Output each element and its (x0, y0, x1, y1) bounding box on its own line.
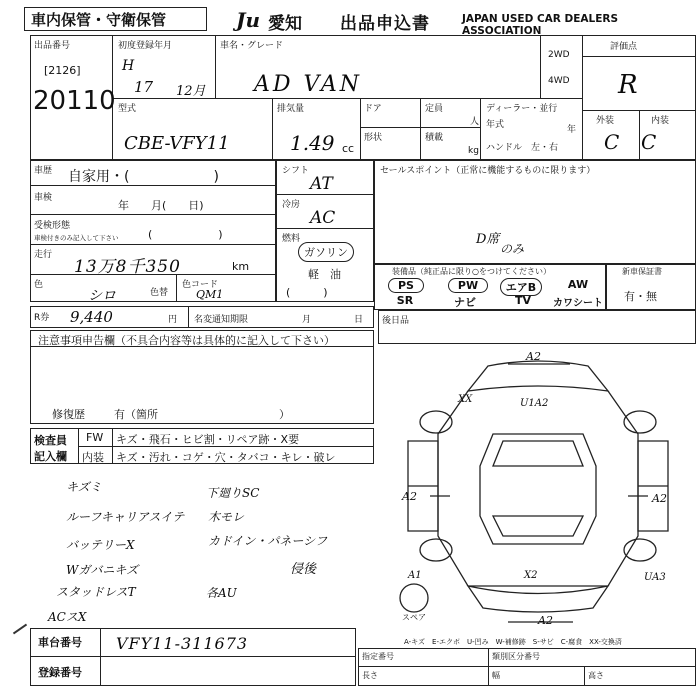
sales-point-note1: D席 (476, 232, 500, 247)
name-change-day: 日 (354, 315, 364, 325)
width-label: 幅 (492, 671, 500, 680)
registration-era: H (122, 58, 135, 74)
height-label: 高さ (588, 671, 604, 680)
capacity-unit: 人 (470, 117, 480, 127)
damage-mark-2: XX (458, 394, 473, 405)
equip-tv: TV (514, 294, 532, 307)
recycle-unit: 円 (168, 315, 178, 325)
length-label: 長さ (362, 671, 378, 680)
aircon-label: 冷房 (282, 200, 301, 210)
equip-ps: PS (388, 278, 424, 293)
warranty-value: 有・無 (624, 290, 657, 303)
shape-label: 形状 (364, 133, 383, 143)
equipment-label: 装備品（純正品に限り○をつけてください） (392, 267, 551, 276)
exterior-label: 外装 (596, 116, 615, 126)
hw-note-4: Wガバニキズ (66, 563, 139, 577)
inspection-label: 車検 (34, 193, 53, 203)
fuel-label: 燃料 (282, 234, 301, 244)
type-label: 型式 (118, 104, 137, 114)
hw-note-r1: 下廻りSC (206, 486, 260, 500)
spare-tire (400, 584, 428, 612)
sales-point-label: セールスポイント（正常に機能するものに限ります） (380, 166, 596, 176)
repair-label: 修復歴 (52, 408, 85, 421)
mileage-value: 13万8千350 (74, 257, 181, 277)
displacement-label: 排気量 (277, 104, 305, 114)
damage-mark-1: A2 (526, 350, 541, 363)
recycle-label: R券 (34, 313, 50, 323)
interior-inspect-label: 内装 (82, 451, 104, 464)
color-label: 色 (34, 280, 44, 290)
displacement-unit: cc (342, 142, 355, 155)
hw-note-6: ACスX (48, 610, 87, 624)
hw-note-r2: 木モレ (208, 510, 245, 524)
car-diagram (378, 346, 696, 638)
aircon-value: AC (310, 208, 336, 228)
hw-note-2: ルーフキャリアスイテ (66, 510, 185, 524)
designated-label: 指定番号 (362, 652, 394, 661)
shift-value: AT (310, 174, 333, 194)
dealer-label: ディーラー・並行 (486, 104, 558, 114)
fw-items: キズ・飛石・ヒビ割・リペア跡・X要 (116, 433, 300, 446)
registration-month: 12月 (176, 84, 206, 99)
damage-mark-4: A2 (402, 490, 417, 503)
hw-note-1: キズミ (66, 480, 102, 494)
load-label: 積載 (425, 133, 444, 143)
displacement-value: 1.49 (290, 131, 335, 155)
spare-label: スペア (402, 613, 426, 622)
shift-label: シフト (282, 166, 310, 176)
interior-inspect-items: キズ・汚れ・コゲ・穴・タバコ・キレ・破レ (116, 451, 336, 464)
fw-label: FW (86, 431, 104, 444)
car-name-value: AD VAN (254, 72, 363, 97)
registration-year: 17 (134, 78, 154, 96)
wheel-front-left (420, 411, 452, 433)
lot-label: 出品番号 (34, 41, 71, 51)
mileage-unit: km (232, 260, 250, 273)
inspector-label-1: 検査員 (34, 434, 67, 447)
chassis-value: VFY11-311673 (116, 634, 249, 653)
equip-airbag: エアB (500, 278, 542, 296)
category-label: 類別区分番号 (492, 652, 540, 661)
inspection-value: 年 月( 日) (118, 199, 204, 212)
handle-label: ハンドル 左・右 (486, 143, 559, 153)
score-label: 評価点 (610, 42, 638, 52)
type-value: CBE-VFY11 (124, 133, 230, 154)
hw-note-r4: 侵後 (290, 562, 317, 577)
repair-value: 有（箇所 ） (114, 408, 290, 421)
rear-items-block (378, 310, 696, 344)
equip-pw: PW (448, 278, 488, 293)
storage-tag: 車内保管・守衛保管 (24, 7, 207, 31)
damage-mark-3: U1A2 (520, 398, 549, 409)
door-label: ドア (364, 104, 382, 114)
fuel-diesel: 軽 油 (308, 268, 341, 281)
registration-number-label: 登録番号 (38, 666, 82, 679)
drive-4wd: 4WD (548, 76, 570, 86)
damage-mark-9: A2 (538, 614, 553, 627)
color-code-label: 色コード (182, 280, 219, 290)
damage-mark-8: UA3 (644, 572, 666, 583)
chassis-label: 車台番号 (38, 636, 82, 649)
score-value: R (618, 70, 638, 100)
recycle-value: 9,440 (70, 308, 113, 326)
wheel-rear-right (624, 539, 656, 561)
receive-note: 車検付きのみ記入して下さい (34, 234, 119, 242)
equip-aw: AW (567, 278, 589, 291)
hw-note-5: スタッドレスT (56, 585, 136, 599)
form-title: 出品申込書 (340, 14, 430, 34)
lot-number: 20110 (33, 86, 116, 116)
damage-mark-6: A1 (408, 570, 422, 581)
inspector-label-2: 記入欄 (34, 450, 67, 463)
receive-value: ( ) (148, 228, 223, 241)
damage-mark-7: X2 (524, 570, 538, 581)
model-year-label: 年式 (486, 120, 505, 130)
hw-note-r3: カドイン・パネーシフ (208, 534, 328, 548)
mileage-label: 走行 (34, 250, 53, 260)
org-name: JAPAN USED CAR DEALERS ASSOCIATION (462, 13, 619, 37)
color-change-label: 色替 (150, 288, 169, 298)
logo-place: 愛知 (268, 14, 302, 34)
color-code-value: QM1 (196, 288, 224, 301)
load-unit: kg (468, 146, 479, 156)
sales-point-note2: のみ (500, 242, 525, 256)
pencil-mark (13, 624, 27, 635)
equip-sr: SR (396, 294, 414, 307)
warranty-label: 新車保証書 (622, 267, 662, 276)
interior-label: 内装 (651, 116, 670, 126)
car-name-label: 車名・グレード (220, 41, 284, 51)
receive-label: 受検形態 (34, 221, 71, 231)
capacity-label: 定員 (425, 104, 444, 114)
hw-note-3: バッテリーX (66, 538, 135, 552)
history-value: 自家用・( ) (68, 169, 219, 185)
equip-seat: カワシート (553, 298, 603, 309)
damage-mark-5: A2 (652, 492, 667, 505)
interior-score: C (641, 130, 657, 154)
equip-navi: ナビ (454, 296, 476, 309)
fuel-other: ( ) (286, 286, 328, 299)
drive-2wd: 2WD (548, 50, 570, 60)
name-change-label: 名変通知期限 (194, 315, 249, 325)
lot-subnumber: [2126] (44, 64, 81, 77)
ju-logo: Ju (236, 8, 261, 32)
hw-note-r5: 各AU (206, 586, 237, 600)
wheel-front-right (624, 411, 656, 433)
exterior-score: C (604, 130, 620, 154)
history-label: 車歴 (34, 166, 53, 176)
model-year-unit: 年 (567, 125, 577, 135)
wheel-rear-left (420, 539, 452, 561)
registration-label: 初度登録年月 (118, 41, 173, 51)
fuel-gasoline: ガソリン (298, 242, 354, 262)
color-value: シロ (88, 288, 116, 304)
rear-items-label: 後日品 (382, 316, 410, 326)
damage-legend: A-キズ E-エクボ U-凹み W-補修跡 S-サビ C-腐食 XX-交換済 (404, 638, 622, 646)
notes-label: 注意事項申告欄（不具合内容等は具体的に記入して下さい） (38, 334, 335, 347)
name-change-month: 月 (302, 315, 312, 325)
